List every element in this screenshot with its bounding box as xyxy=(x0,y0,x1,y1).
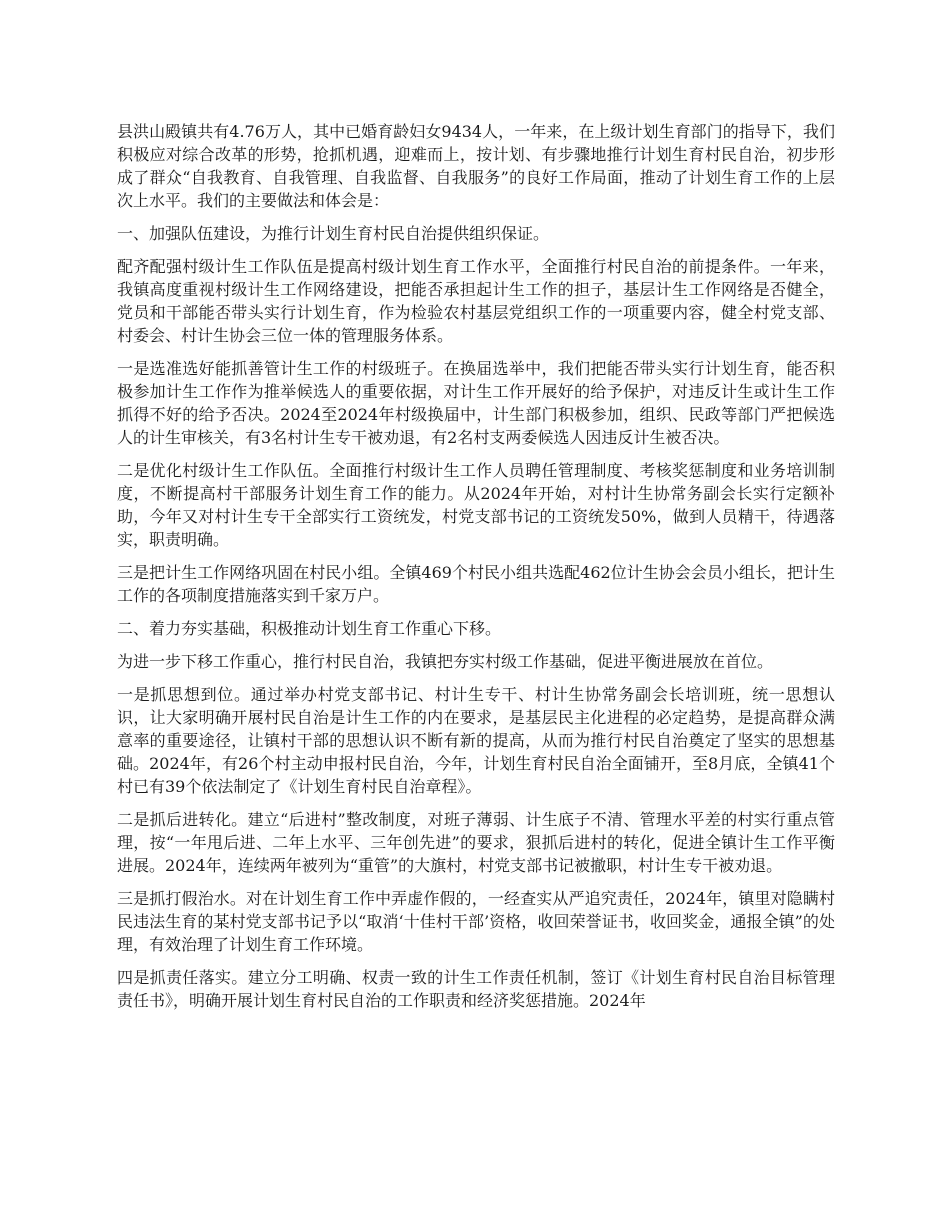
paragraph: 一是选准选好能抓善管计生工作的村级班子。在换届选举中，我们把能否带头实行计划生育，能否积极参加计生工作作为推举候选人的重要依据，对计生工作开展好的给予保护，对违反计生或计生工作抓得不好的给予否决。2024至2024年村级换届中，计生部门积极参加，组织、民政等部门严把候选人的计生审核关，有3名村计生专干被劝退，有2名村支两委候选人因违反计生被否决。 xyxy=(117,359,835,447)
paragraph: 三是把计生工作网络巩固在村民小组。全镇469个村民小组共选配462位计生协会会员小组长，把计生工作的各项制度措施落实到千家万户。 xyxy=(117,563,835,605)
section-heading-2: 二、着力夯实基础，积极推动计划生育工作重心下移。 xyxy=(117,619,502,638)
paragraph-intro: 县洪山殿镇共有4.76万人，其中已婚育龄妇女9434人，一年来，在上级计划生育部门的指导下，我们积极应对综合改革的形势，抢抓机遇，迎难而上，按计划、有步骤地推行计划生育村民自治，初步形成了群众“自我教育、自我管理、自我监督、自我服务”的良好工作局面，推动了计划生育工作的上层次上水平。我们的主要做法和体会是： xyxy=(117,122,835,210)
document-body xyxy=(117,120,835,1022)
paragraph: 二是优化村级计生工作队伍。全面推行村级计生工作人员聘任管理制度、考核奖惩制度和业务培训制度，不断提高村干部服务计划生育工作的能力。从2024年开始，对村计生协常务副会长实行定额补助，今年又对村计生专干全部实行工资统发，村党支部书记的工资统发50%，做到人员精干，待遇落实，职责明确。 xyxy=(117,461,835,549)
paragraph: 为进一步下移工作重心，推行村民自治，我镇把夯实村级工作基础，促进平衡进展放在首位。 xyxy=(117,652,774,671)
paragraph: 二是抓后进转化。建立“后进村”整改制度，对班子薄弱、计生底子不清、管理水平差的村实行重点管理，按“一年甩后进、二年上水平、三年创先进”的要求，狠抓后进村的转化，促进全镇计生工作平衡进展。2024年，连续两年被列为“重管”的大旗村，村党支部书记被撤职，村计生专干被劝退。 xyxy=(117,810,835,875)
paragraph: 三是抓打假治水。对在计划生育工作中弄虚作假的，一经查实从严追究责任，2024年，镇里对隐瞒村民违法生育的某村党支部书记予以“取消‘十佳村干部’资格，收回荣誉证书，收回奖金，通报全镇”的处理，有效治理了计划生育工作环境。 xyxy=(117,889,835,954)
paragraph: 四是抓责任落实。建立分工明确、权责一致的计生工作责任机制，签订《计划生育村民自治目标管理责任书》，明确开展计划生育村民自治的工作职责和经济奖惩措施。2024年 xyxy=(117,968,835,1010)
paragraph: 一是抓思想到位。通过举办村党支部书记、村计生专干、村计生协常务副会长培训班，统一思想认识，让大家明确开展村民自治是计生工作的内在要求，是基层民主化进程的必定趋势，是提高群众满意率的重要途径，让镇村干部的思想认识不断有新的提高，从而为推行村民自治奠定了坚实的思想基础。2024年，有26个村主动申报村民自治，今年，计划生育村民自治全面铺开，至8月底，全镇41个村已有39个依法制定了《计划生育村民自治章程》。 xyxy=(117,685,835,796)
paragraph: 配齐配强村级计生工作队伍是提高村级计划生育工作水平，全面推行村民自治的前提条件。一年来，我镇高度重视村级计生工作网络建设，把能否承担起计生工作的担子，基层计生工作网络是否健全，党员和干部能否带头实行计划生育，作为检验农村基层党组织工作的一项重要内容，健全村党支部、村委会、村计生协会三位一体的管理服务体系。 xyxy=(117,257,835,345)
section-heading-1: 一、加强队伍建设，为推行计划生育村民自治提供组织保证。 xyxy=(117,224,550,243)
